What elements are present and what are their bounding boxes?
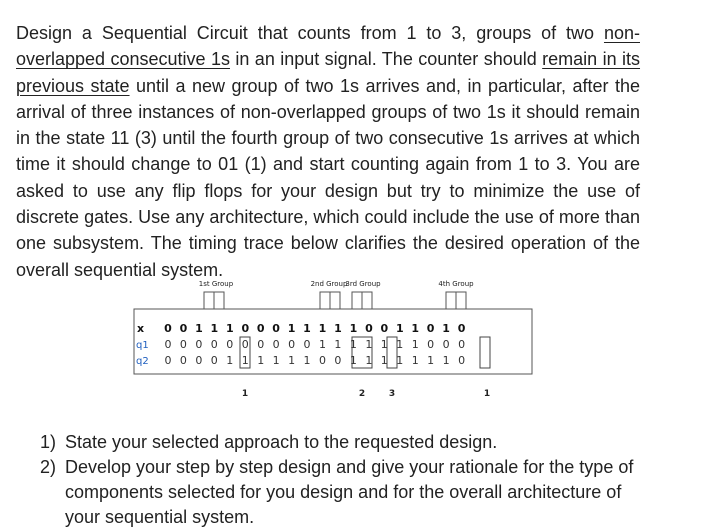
trace-cell-x-12: 1 [349, 322, 358, 335]
trace-cell-x-5: 0 [241, 322, 250, 335]
trace-cell-q1-5: 0 [241, 338, 249, 351]
trace-cell-q1-18: 0 [442, 338, 450, 351]
problem-text-2: in an input signal. The counter should [229, 49, 543, 70]
trace-cell-q1-4: 0 [226, 338, 234, 351]
trace-cell-q2-17: 1 [427, 354, 435, 367]
trace-cell-q2-4: 1 [226, 354, 234, 367]
trace-cell-q1-0: 0 [164, 338, 172, 351]
group-label-2: 2nd Group [310, 280, 348, 288]
trace-cell-q1-10: 1 [319, 338, 326, 351]
question-1 [40, 430, 650, 455]
trace-cell-x-11: 1 [334, 322, 342, 335]
bracket-3 [352, 292, 372, 309]
trace-cell-q2-2: 0 [195, 354, 203, 367]
row-label-q2: q2 [136, 356, 149, 367]
bracket-2 [320, 292, 340, 309]
trace-cell-x-14: 0 [380, 322, 389, 335]
trace-cell-q1-3: 0 [210, 338, 218, 351]
trace-cell-q2-11: 0 [334, 354, 342, 367]
group-brackets [204, 292, 466, 309]
trace-cell-x-13: 0 [365, 322, 373, 335]
count-label-4: 1 [483, 389, 491, 399]
trace-cell-q1-1: 0 [179, 338, 187, 351]
trace-frame [134, 309, 532, 374]
question-number: 2) [40, 457, 57, 477]
trace-cell-q1-15: 1 [396, 338, 404, 351]
trace-cell-x-16: 1 [411, 322, 420, 335]
underlined-previous-state: remain in its previous state [16, 49, 641, 96]
count-label-2: 2 [358, 389, 366, 399]
trace-cell-x-10: 1 [318, 322, 327, 335]
trace-cell-q1-7: 0 [272, 338, 280, 351]
count-label-1: 1 [241, 389, 249, 399]
trace-cell-q2-6: 1 [257, 354, 265, 367]
trace-cell-q2-3: 0 [210, 354, 218, 367]
question-number: 1) [40, 432, 57, 452]
timing-trace [0, 270, 560, 405]
trace-cell-x-19: 0 [457, 322, 466, 335]
trace-cell-q2-1: 0 [179, 354, 187, 367]
trace-cell-q2-13: 1 [365, 354, 373, 367]
group-label-4: 4th Group [438, 280, 474, 288]
trace-cell-q2-15: 1 [396, 354, 404, 367]
row-label-x: x [137, 322, 145, 335]
problem-text-1: Design a Sequential Circuit that counts from 1 to 3, groups of two [16, 23, 604, 43]
question-text: State your selected approach to the requested design. [65, 432, 498, 452]
trace-cell-q1-8: 0 [288, 338, 296, 351]
trace-cell-x-4: 1 [225, 322, 234, 335]
trace-cell-x-1: 0 [179, 322, 188, 335]
trace-cell-q2-10: 0 [319, 354, 326, 367]
trace-cell-q1-11: 1 [334, 338, 342, 351]
trace-cells [164, 322, 466, 367]
trace-cell-q1-6: 0 [257, 338, 265, 351]
trace-cell-q1-13: 1 [365, 338, 373, 351]
group-label-1: 1st Group [198, 280, 234, 288]
problem-statement [16, 20, 640, 283]
question-text: Develop your step by step design and give your rationale for the type of components selected for you design and for the overall architecture of your sequential system. [65, 457, 634, 527]
trace-cell-q2-7: 1 [272, 354, 280, 367]
row-label-q1: q1 [136, 340, 149, 351]
trace-cell-q2-19: 0 [458, 354, 466, 367]
trace-cell-x-3: 1 [210, 322, 219, 335]
trace-cell-x-6: 0 [256, 322, 265, 335]
trace-cell-x-18: 1 [442, 322, 450, 335]
trace-cell-x-9: 1 [303, 322, 311, 335]
question-2 [40, 455, 650, 530]
count-label-3: 3 [388, 389, 396, 399]
trace-cell-x-7: 0 [272, 322, 280, 335]
change-box-4 [480, 337, 490, 368]
trace-cell-q2-16: 1 [411, 354, 419, 367]
bracket-4 [446, 292, 466, 309]
trace-cell-q1-12: 1 [349, 338, 357, 351]
trace-cell-q1-9: 0 [303, 338, 311, 351]
trace-cell-q1-19: 0 [458, 338, 466, 351]
trace-cell-q2-5: 1 [241, 354, 249, 367]
trace-cell-q2-12: 1 [349, 354, 357, 367]
trace-cell-x-2: 1 [195, 322, 203, 335]
trace-cell-x-17: 0 [426, 322, 435, 335]
trace-cell-q2-8: 1 [288, 354, 296, 367]
problem-text-3: until a new group of two 1s arrives and, in particular, after the arrival of three instances of non-overlapped groups of two 1s it should remain in the state 11 (3) until the fourth group of two consecutive 1s arrives at which time it should change to 01 (1) and start counting again from 1 to 3. You are asked to use any flip flops for your design but try to minimize the use of discrete gates. Use any architecture, which could include the use of more than one subsystem. The timing trace below clarifies the desired operation of the overall sequential system. [16, 75, 641, 280]
trace-cell-q2-9: 1 [303, 354, 311, 367]
trace-cell-q2-18: 1 [442, 354, 450, 367]
trace-cell-q2-14: 1 [380, 354, 388, 367]
trace-cell-x-8: 1 [287, 322, 296, 335]
trace-cell-q1-17: 0 [427, 338, 435, 351]
trace-cell-x-15: 1 [395, 322, 404, 335]
trace-cell-q1-16: 1 [411, 338, 419, 351]
underlined-non-overlapped: non-overlapped consecutive 1s [16, 23, 640, 70]
group-label-3: 3rd Group [345, 280, 381, 288]
question-list [40, 430, 650, 530]
trace-cell-q1-2: 0 [195, 338, 203, 351]
trace-cell-q1-14: 1 [380, 338, 388, 351]
trace-cell-x-0: 0 [164, 322, 172, 335]
bracket-1 [204, 292, 224, 309]
trace-cell-q2-0: 0 [164, 354, 172, 367]
